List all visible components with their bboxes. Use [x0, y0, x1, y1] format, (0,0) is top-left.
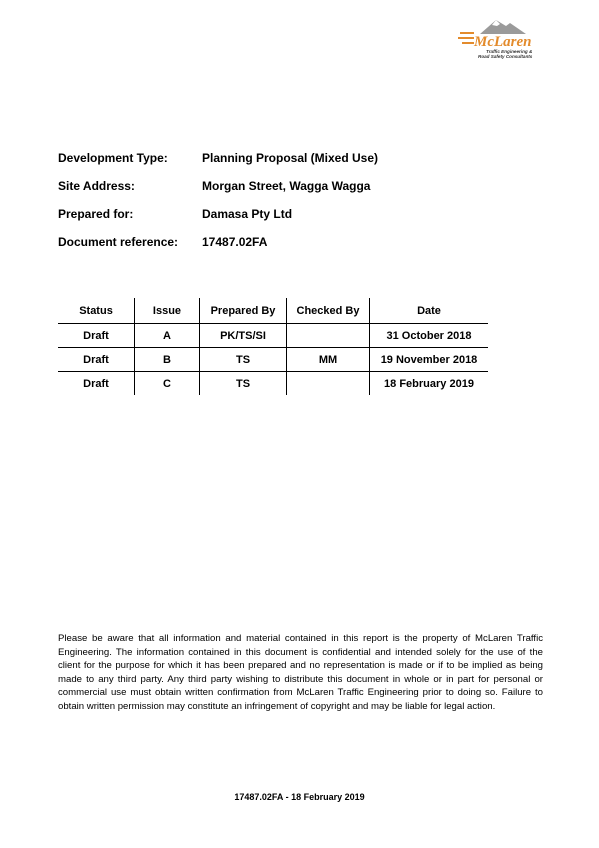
detail-value: Planning Proposal (Mixed Use) [202, 151, 379, 165]
company-logo [456, 18, 544, 60]
cell-issue: A [135, 324, 200, 348]
detail-label: Prepared for: [58, 207, 134, 221]
cell-issue: B [135, 348, 200, 372]
mclaren-logo-mark [456, 18, 544, 60]
cell-prepared-by: TS [200, 348, 287, 372]
header-date: Date [370, 298, 489, 324]
cell-date: 19 November 2018 [370, 348, 489, 372]
cell-checked-by: MM [287, 348, 370, 372]
detail-value: 17487.02FA [202, 235, 268, 249]
cell-prepared-by: TS [200, 372, 287, 396]
cell-issue: C [135, 372, 200, 396]
cell-date: 31 October 2018 [370, 324, 489, 348]
logo-tagline-1: Traffic Engineering & [486, 49, 533, 54]
cell-status: Draft [58, 324, 135, 348]
logo-brand: McLaren [474, 34, 532, 50]
cell-status: Draft [83, 377, 109, 390]
header-prepared-by: Prepared By [200, 298, 287, 324]
cell-status: Draft [58, 348, 135, 372]
detail-value: Damasa Pty Ltd [202, 207, 293, 221]
header-status: Status [58, 298, 135, 324]
cell-date: 18 February 2019 [370, 372, 489, 396]
table-header-row [58, 298, 488, 324]
revision-table [58, 298, 488, 395]
page-footer: 17487.02FA - 18 February 2019 [234, 792, 365, 802]
detail-label: Development Type: [58, 151, 168, 165]
cell-checked-by [287, 372, 370, 396]
cell-checked-by [287, 324, 370, 348]
cell-prepared-by: PK/TS/SI [200, 324, 287, 348]
table-row [58, 324, 488, 348]
header-checked-by: Checked By [287, 298, 370, 324]
confidentiality-disclaimer: Please be aware that all information and material contained in this report is the property of McLaren Traffic Engineering. The information contained in this document is confidential and intended solely for the use of the client for the purpose for which it has been prepared and no representation is made or if to be implied as being made to any third party. Any third party wishing to distribute this document in whole or in part for personal or commercial use must obtain written confirmation from McLaren Traffic Engineering prior to doing so. Failure to obtain written permission may constitute an infringement of copyright and may be liable for legal action. [58, 633, 543, 712]
header-issue: Issue [135, 298, 200, 324]
logo-tagline-2: Road Safety Consultants [478, 54, 533, 59]
table-row [58, 372, 488, 396]
table-row [58, 348, 488, 372]
detail-value: Morgan Street, Wagga Wagga [202, 179, 371, 193]
detail-label: Site Address: [58, 179, 135, 193]
detail-label: Document reference: [58, 235, 179, 249]
